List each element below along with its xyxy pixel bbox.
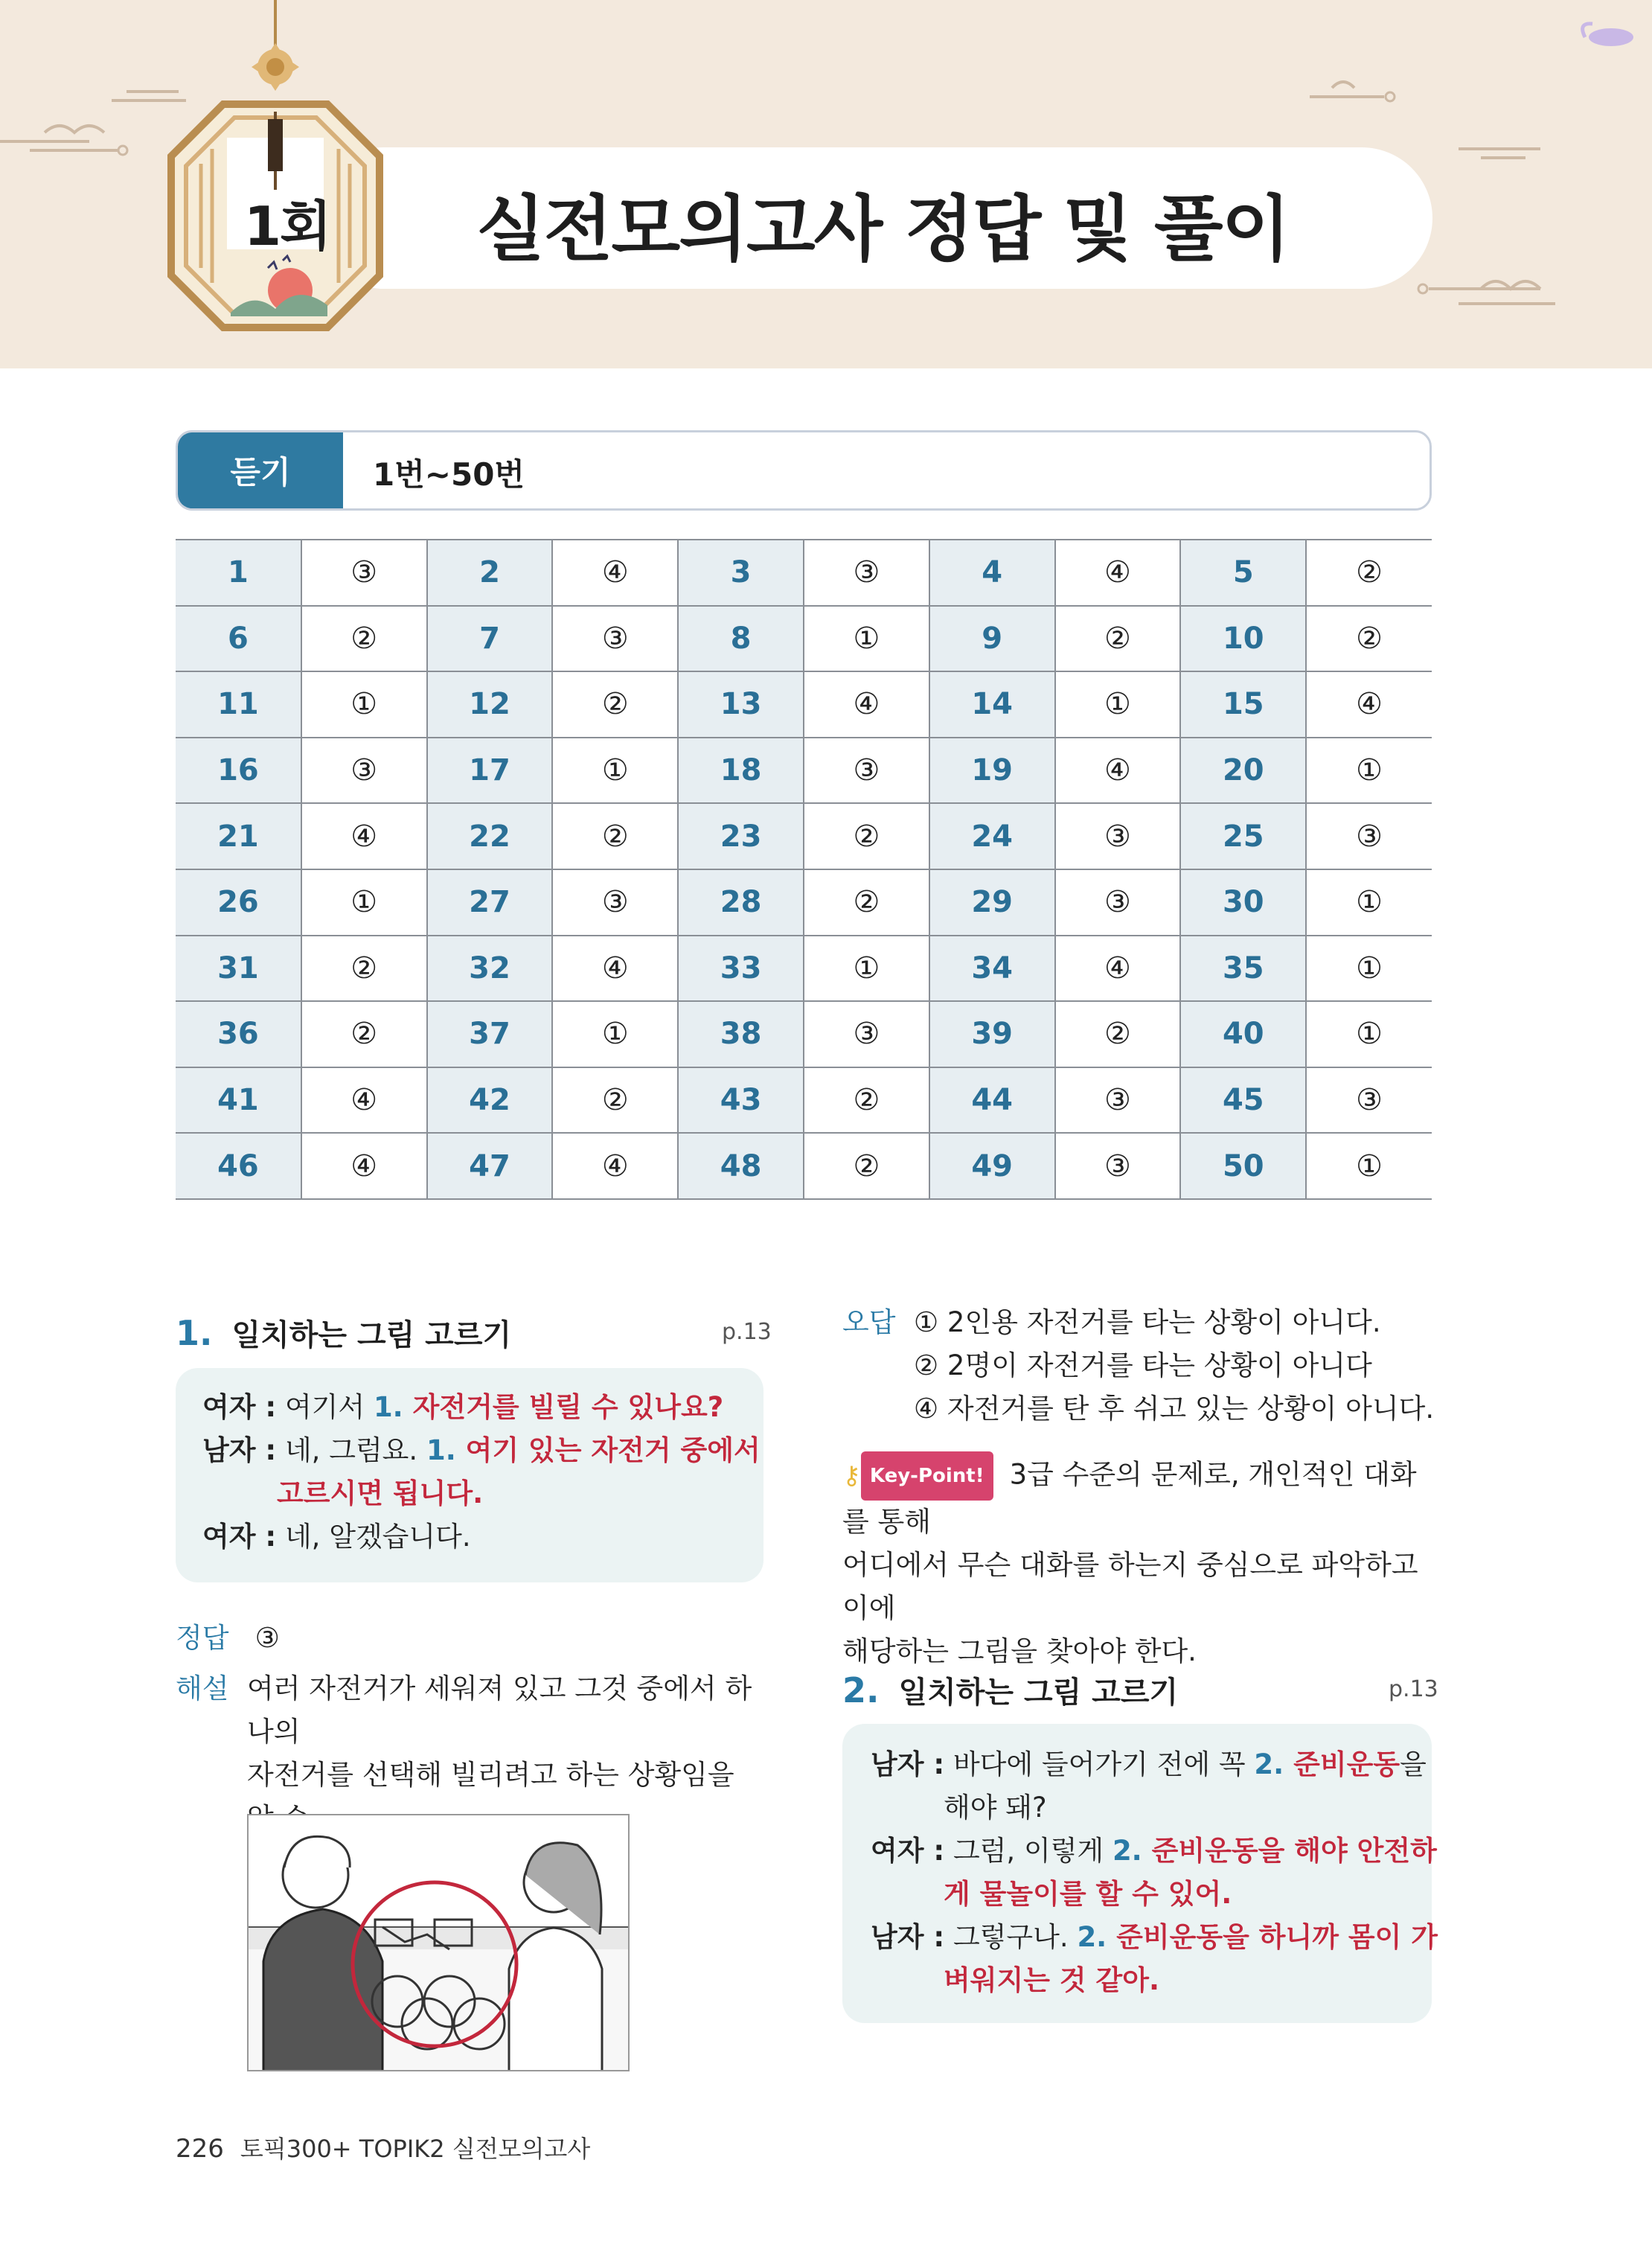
question-number-cell: 36: [176, 1001, 301, 1067]
table-row: [176, 671, 1432, 738]
question-number-cell: 13: [678, 671, 804, 738]
question-number-cell: 20: [1180, 738, 1306, 804]
q1-illustration: [247, 1814, 630, 2071]
question-number-cell: 7: [427, 606, 553, 672]
q1-explain-label: 해설: [176, 1672, 229, 1704]
question-number-cell: 47: [427, 1133, 553, 1199]
answer-cell: ③: [1055, 1067, 1181, 1134]
q2-dialog-line: 남자 : 바다에 들어가기 전에 꼭 2. 준비운동을: [871, 1748, 1427, 1780]
answer-cell: ④: [301, 803, 427, 869]
answer-cell: ③: [804, 1001, 929, 1067]
answer-cell: ③: [804, 540, 929, 606]
q1-dialog-line: 고르시면 됩니다.: [277, 1477, 484, 1509]
question-number-cell: 39: [929, 1001, 1055, 1067]
section-tag: 듣기: [178, 432, 343, 508]
answer-cell: ①: [1306, 738, 1432, 804]
question-number-cell: 48: [678, 1133, 804, 1199]
answer-cell: ②: [301, 606, 427, 672]
answer-cell: ②: [552, 671, 678, 738]
q1-wrong-list: ① 2인용 자전거를 타는 상황이 아니다. ② 2명이 자전거를 타는 상황이 아니다 ④ 자전거를 탄 후 쉬고 있는 상황이 아니다.: [914, 1306, 1435, 1425]
question-number-cell: 3: [678, 540, 804, 606]
answer-cell: ④: [552, 936, 678, 1002]
bicycle-scene-icon: [249, 1815, 630, 2071]
answer-cell: ①: [804, 936, 929, 1002]
keypoint-badge: Key-Point!: [861, 1451, 993, 1501]
q2-dialog-line: 게 물놀이를 할 수 있어.: [944, 1878, 1232, 1910]
answer-cell: ①: [1306, 936, 1432, 1002]
question-number-cell: 49: [929, 1133, 1055, 1199]
answer-cell: ①: [1306, 869, 1432, 936]
q2-title: 일치하는 그림 고르기: [898, 1675, 1179, 1710]
q1-page-ref: p.13: [722, 1319, 772, 1345]
question-number-cell: 11: [176, 671, 301, 738]
question-number-cell: 28: [678, 869, 804, 936]
question-number-cell: 31: [176, 936, 301, 1002]
q2-dialog-line: 벼워지는 것 같아.: [944, 1964, 1160, 1996]
table-row: [176, 738, 1432, 804]
question-number-cell: 45: [1180, 1067, 1306, 1134]
answer-cell: ③: [301, 738, 427, 804]
section-range: 1번~50번: [373, 456, 525, 493]
lamp-icon: [1578, 15, 1645, 52]
answer-cell: ②: [552, 1067, 678, 1134]
question-number-cell: 38: [678, 1001, 804, 1067]
answer-cell: ④: [1055, 936, 1181, 1002]
question-number-cell: 9: [929, 606, 1055, 672]
q2-number: 2.: [842, 1670, 880, 1710]
page-number: 226: [176, 2134, 224, 2164]
answer-cell: ①: [1055, 671, 1181, 738]
question-number-cell: 5: [1180, 540, 1306, 606]
question-number-cell: 12: [427, 671, 553, 738]
answer-cell: ③: [552, 869, 678, 936]
page-title: 실전모의고사 정답 및 풀이: [476, 188, 1290, 271]
answer-cell: ②: [301, 1001, 427, 1067]
answer-cell: ④: [804, 671, 929, 738]
question-number-cell: 1: [176, 540, 301, 606]
answer-cell: ③: [1055, 1133, 1181, 1199]
question-number-cell: 35: [1180, 936, 1306, 1002]
question-number-cell: 6: [176, 606, 301, 672]
question-number-cell: 21: [176, 803, 301, 869]
cloud-icon: [1414, 268, 1563, 320]
section-bar: [176, 430, 1432, 511]
answer-cell: ①: [552, 1001, 678, 1067]
q1-explain-text: 여러 자전거가 세워져 있고 그것 중에서 하나의 자전거를 선택해 빌리려고 하는 상황임을: [247, 1672, 752, 1791]
answer-cell: ④: [1055, 738, 1181, 804]
question-number-cell: 32: [427, 936, 553, 1002]
answer-cell: ①: [301, 671, 427, 738]
q1-heading: [176, 1311, 511, 1354]
table-row: [176, 1001, 1432, 1067]
question-number-cell: 43: [678, 1067, 804, 1134]
question-number-cell: 41: [176, 1067, 301, 1134]
table-row: [176, 540, 1432, 606]
table-row: [176, 869, 1432, 936]
round-label: 1회: [244, 195, 330, 258]
cloud-icon: [0, 112, 134, 164]
answer-cell: ①: [804, 606, 929, 672]
answer-cell: ③: [1055, 803, 1181, 869]
answer-cell: ③: [1055, 869, 1181, 936]
cloud-icon: [1310, 67, 1399, 104]
question-number-cell: 10: [1180, 606, 1306, 672]
page-footer: [176, 2130, 590, 2164]
answer-cell: ④: [1306, 671, 1432, 738]
q1-dialog-line: 여자 : 네, 알겠습니다.: [202, 1521, 471, 1553]
question-number-cell: 34: [929, 936, 1055, 1002]
answer-cell: ①: [1306, 1133, 1432, 1199]
q2-heading: [842, 1669, 1178, 1711]
q1-keypoint: ⚷ Key-Point! 3급 수준의 문제로, 개인적인 대화를 통해 어디에서 무슨 대화를 하는지 중심으로 파악하고 이에 해당하는 그림을 찾아야 한다.: [842, 1451, 1438, 1673]
question-number-cell: 2: [427, 540, 553, 606]
question-number-cell: 18: [678, 738, 804, 804]
answer-cell: ③: [804, 738, 929, 804]
question-number-cell: 27: [427, 869, 553, 936]
question-number-cell: 16: [176, 738, 301, 804]
answer-cell: ②: [1306, 606, 1432, 672]
answer-cell: ②: [804, 869, 929, 936]
book-title: 토픽300+ TOPIK2 실전모의고사: [240, 2135, 591, 2163]
question-number-cell: 24: [929, 803, 1055, 869]
question-number-cell: 40: [1180, 1001, 1306, 1067]
window-emblem-icon: [141, 0, 409, 335]
question-number-cell: 33: [678, 936, 804, 1002]
question-number-cell: 14: [929, 671, 1055, 738]
question-number-cell: 46: [176, 1133, 301, 1199]
answer-cell: ②: [804, 803, 929, 869]
answer-cell: ④: [301, 1133, 427, 1199]
question-number-cell: 15: [1180, 671, 1306, 738]
q2-dialog-line: 여자 : 그럼, 이렇게 2. 준비운동을 해야 안전하: [871, 1835, 1437, 1867]
answer-cell: ①: [552, 738, 678, 804]
question-number-cell: 17: [427, 738, 553, 804]
q1-title: 일치하는 그림 고르기: [231, 1318, 512, 1352]
question-number-cell: 29: [929, 869, 1055, 936]
q2-page-ref: p.13: [1389, 1676, 1438, 1702]
q1-dialog-line: 여자 : 여기서 1. 자전거를 빌릴 수 있나요?: [202, 1391, 724, 1423]
q1-number: 1.: [176, 1313, 213, 1353]
table-row: [176, 1067, 1432, 1134]
answer-cell: ③: [552, 606, 678, 672]
question-number-cell: 23: [678, 803, 804, 869]
answer-cell: ④: [1055, 540, 1181, 606]
question-number-cell: 50: [1180, 1133, 1306, 1199]
question-number-cell: 44: [929, 1067, 1055, 1134]
q1-answer: 정답 ③: [176, 1622, 280, 1654]
answer-cell: ③: [1306, 1067, 1432, 1134]
table-row: [176, 803, 1432, 869]
question-number-cell: 25: [1180, 803, 1306, 869]
answer-cell: ①: [301, 869, 427, 936]
q1-wrong-label: 오답: [842, 1306, 896, 1338]
answer-cell: ①: [1306, 1001, 1432, 1067]
q2-dialog-line: 남자 : 그렇구나. 2. 준비운동을 하니까 몸이 가: [871, 1921, 1438, 1953]
question-number-cell: 19: [929, 738, 1055, 804]
key-icon: ⚷: [842, 1460, 861, 1491]
q2-dialog-line: 해야 돼?: [944, 1792, 1047, 1824]
answer-cell: ②: [1306, 540, 1432, 606]
answer-cell: ④: [552, 1133, 678, 1199]
question-number-cell: 22: [427, 803, 553, 869]
answer-cell: ④: [301, 1067, 427, 1134]
answer-table: [176, 539, 1432, 1200]
question-number-cell: 8: [678, 606, 804, 672]
table-row: [176, 1133, 1432, 1199]
question-number-cell: 42: [427, 1067, 553, 1134]
question-number-cell: 37: [427, 1001, 553, 1067]
q1-dialog-line: 남자 : 네, 그럼요. 1. 여기 있는 자전거 중에서: [202, 1434, 761, 1466]
table-row: [176, 606, 1432, 672]
answer-cell: ②: [1055, 1001, 1181, 1067]
question-number-cell: 4: [929, 540, 1055, 606]
answer-cell: ③: [1306, 803, 1432, 869]
table-row: [176, 936, 1432, 1002]
answer-cell: ②: [804, 1133, 929, 1199]
answer-cell: ④: [552, 540, 678, 606]
question-number-cell: 30: [1180, 869, 1306, 936]
answer-cell: ②: [804, 1067, 929, 1134]
cloud-icon: [1459, 134, 1548, 164]
question-number-cell: 26: [176, 869, 301, 936]
header-banner: [0, 0, 1652, 368]
answer-cell: ②: [1055, 606, 1181, 672]
answer-cell: ③: [301, 540, 427, 606]
answer-cell: ②: [301, 936, 427, 1002]
answer-cell: ②: [552, 803, 678, 869]
